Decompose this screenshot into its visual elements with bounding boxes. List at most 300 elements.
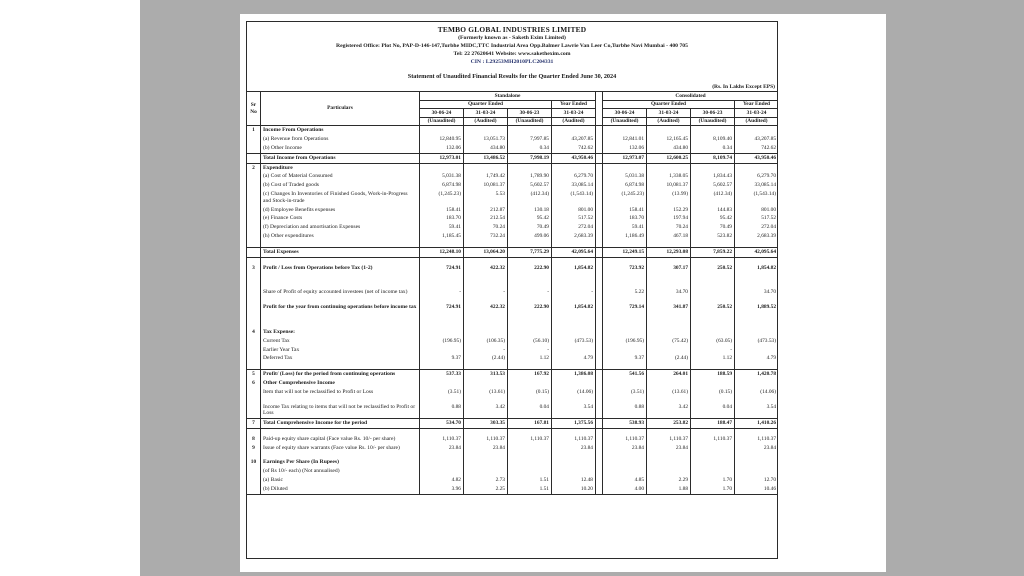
- document-border-box: [246, 21, 778, 559]
- standalone-value-cell: 434.80: [464, 144, 508, 153]
- standalone-value-cell: 158.41: [420, 206, 464, 215]
- standalone-value-cell: 534.70: [420, 419, 464, 429]
- particulars-cell: Other Comprehensive Income: [261, 379, 420, 388]
- standalone-value-cell: (3.51): [420, 388, 464, 397]
- standalone-value-cell: (0.15): [508, 388, 552, 397]
- standalone-value-cell: 1,789.90: [508, 172, 552, 181]
- standalone-value-cell: 3.54: [552, 403, 596, 419]
- consolidated-value-cell: 59.41: [603, 223, 647, 232]
- standalone-value-cell: -: [508, 346, 552, 355]
- standalone-value-cell: 167.81: [508, 419, 552, 429]
- consolidated-value-cell: [647, 272, 691, 285]
- table-row: [247, 485, 779, 494]
- gap-cell: [596, 337, 603, 346]
- standalone-value-cell: 10,081.37: [464, 181, 508, 190]
- table-row: [247, 388, 779, 397]
- standalone-value-cell: [508, 328, 552, 337]
- table-row: [247, 135, 779, 144]
- particulars-cell: (c) Changes In Inventories of Finished Goods, Work-in-Progress and Stock-in-trade: [261, 190, 420, 206]
- consolidated-value-cell: 1,410.26: [735, 419, 778, 429]
- consolidated-value-cell: 23.84: [603, 444, 647, 453]
- table-row: [247, 144, 779, 153]
- gap-cell: [596, 214, 603, 223]
- sr-no-cell: [247, 476, 261, 485]
- particulars-cell: Current Tax: [261, 337, 420, 346]
- sr-no-cell: 5: [247, 370, 261, 379]
- standalone-value-cell: 537.33: [420, 370, 464, 379]
- standalone-value-cell: -: [464, 285, 508, 300]
- standalone-value-cell: 1.51: [508, 485, 552, 494]
- standalone-value-cell: 23.84: [420, 444, 464, 453]
- standalone-value-cell: 13,051.73: [464, 135, 508, 144]
- standalone-value-cell: [464, 458, 508, 467]
- header-standalone: Standalone: [420, 92, 596, 101]
- consolidated-value-cell: 1.88: [647, 485, 691, 494]
- standalone-value-cell: 12,840.95: [420, 135, 464, 144]
- consolidated-value-cell: [691, 467, 735, 476]
- gap-cell: [596, 163, 603, 172]
- standalone-value-cell: [552, 126, 596, 135]
- standalone-value-cell: 1,110.37: [552, 435, 596, 444]
- particulars-cell: (a) Cost of Material Consumed: [261, 172, 420, 181]
- gap-cell: [596, 388, 603, 397]
- gap-cell: [596, 264, 603, 273]
- header-date: 30-06-23: [691, 109, 735, 118]
- consolidated-value-cell: [735, 272, 778, 285]
- consolidated-value-cell: [603, 458, 647, 467]
- consolidated-value-cell: 538.93: [603, 419, 647, 429]
- consolidated-value-cell: [691, 285, 735, 300]
- consolidated-value-cell: 1,110.37: [647, 435, 691, 444]
- consolidated-value-cell: 517.52: [735, 214, 778, 223]
- consolidated-value-cell: [735, 328, 778, 337]
- consolidated-value-cell: 6,874.98: [603, 181, 647, 190]
- standalone-value-cell: 499.06: [508, 232, 552, 241]
- standalone-value-cell: 13,486.52: [464, 153, 508, 163]
- standalone-value-cell: 6,874.98: [420, 181, 464, 190]
- standalone-value-cell: 12,248.10: [420, 247, 464, 257]
- standalone-value-cell: 12,973.01: [420, 153, 464, 163]
- standalone-value-cell: 132.06: [420, 144, 464, 153]
- standalone-value-cell: 42,095.64: [552, 247, 596, 257]
- particulars-cell: Total Expenses: [261, 247, 420, 257]
- gap-cell: [596, 467, 603, 476]
- consolidated-value-cell: 0.34: [691, 144, 735, 153]
- table-row: [247, 126, 779, 135]
- consolidated-value-cell: [691, 163, 735, 172]
- standalone-value-cell: [420, 315, 464, 328]
- standalone-value-cell: 272.04: [552, 223, 596, 232]
- consolidated-value-cell: (14.06): [735, 388, 778, 397]
- particulars-cell: (b) Diluted: [261, 485, 420, 494]
- header-sr-no: Sr No: [247, 92, 261, 126]
- consolidated-value-cell: 4.85: [603, 476, 647, 485]
- gap-cell: [596, 190, 603, 206]
- standalone-value-cell: [420, 379, 464, 388]
- standalone-value-cell: (14.06): [552, 388, 596, 397]
- header-year-ended-consolidated: Year Ended: [735, 100, 778, 109]
- standalone-value-cell: (56.10): [508, 337, 552, 346]
- consolidated-value-cell: 197.94: [647, 214, 691, 223]
- consolidated-value-cell: (3.51): [603, 388, 647, 397]
- consolidated-value-cell: 2,683.39: [735, 232, 778, 241]
- consolidated-value-cell: 43,950.46: [735, 153, 778, 163]
- table-row: [247, 444, 779, 453]
- standalone-value-cell: [552, 346, 596, 355]
- consolidated-value-cell: 801.00: [735, 206, 778, 215]
- consolidated-value-cell: (1,543.14): [735, 190, 778, 206]
- gap-cell: [596, 458, 603, 467]
- consolidated-value-cell: [735, 346, 778, 355]
- sr-no-cell: 10: [247, 458, 261, 467]
- particulars-cell: Expenditure: [261, 163, 420, 172]
- consolidated-value-cell: (412.34): [691, 190, 735, 206]
- sr-no-cell: [247, 247, 261, 257]
- sr-no-cell: [247, 354, 261, 363]
- standalone-value-cell: 0.34: [508, 144, 552, 153]
- sr-no-cell: [247, 272, 261, 285]
- standalone-value-cell: 43,950.46: [552, 153, 596, 163]
- header-date: 31-03-24: [735, 109, 778, 118]
- consolidated-value-cell: [735, 126, 778, 135]
- consolidated-value-cell: [735, 163, 778, 172]
- standalone-value-cell: 4.79: [552, 354, 596, 363]
- consolidated-value-cell: (13.99): [647, 190, 691, 206]
- standalone-value-cell: 732.24: [464, 232, 508, 241]
- standalone-value-cell: 3.96: [420, 485, 464, 494]
- particulars-cell: (b) Other Income: [261, 144, 420, 153]
- consolidated-value-cell: [735, 458, 778, 467]
- header-audit-status: (Audited): [464, 117, 508, 126]
- consolidated-value-cell: (2.44): [647, 354, 691, 363]
- particulars-cell: (b) Cost of Traded goods: [261, 181, 420, 190]
- standalone-value-cell: 12.48: [552, 476, 596, 485]
- registered-office: Registered Office: Plot No, PAP-D-146-147,Turbhe MIDC,TTC Industrial Area Opp.Balmer Lawrie Van Leer Co,Turbhe Navi Mumbai - 400 705: [336, 43, 688, 49]
- header-audit-status: (Unaudited): [420, 117, 464, 126]
- standalone-value-cell: [464, 163, 508, 172]
- consolidated-value-cell: 2.29: [647, 476, 691, 485]
- consolidated-value-cell: 4.00: [603, 485, 647, 494]
- table-row: [247, 370, 779, 379]
- sr-no-cell: [247, 144, 261, 153]
- consolidated-value-cell: 12,973.07: [603, 153, 647, 163]
- standalone-value-cell: 212.87: [464, 206, 508, 215]
- sr-no-cell: [247, 206, 261, 215]
- gap-cell: [596, 315, 603, 328]
- consolidated-value-cell: [691, 458, 735, 467]
- consolidated-value-cell: 12,249.15: [603, 247, 647, 257]
- standalone-value-cell: 1,185.45: [420, 232, 464, 241]
- consolidated-value-cell: 183.70: [603, 214, 647, 223]
- standalone-value-cell: [464, 272, 508, 285]
- standalone-value-cell: 517.52: [552, 214, 596, 223]
- consolidated-value-cell: 723.92: [603, 264, 647, 273]
- consolidated-value-cell: [603, 328, 647, 337]
- consolidated-value-cell: 6,279.70: [735, 172, 778, 181]
- header-audit-status: (Unaudited): [603, 117, 647, 126]
- consolidated-value-cell: 1,834.43: [691, 172, 735, 181]
- gap-cell: [596, 181, 603, 190]
- standalone-value-cell: 1.51: [508, 476, 552, 485]
- header-gap: [596, 92, 603, 126]
- standalone-value-cell: 1,375.56: [552, 419, 596, 429]
- consolidated-value-cell: 33,085.14: [735, 181, 778, 190]
- gap-cell: [596, 247, 603, 257]
- consolidated-value-cell: [647, 458, 691, 467]
- sr-no-cell: [247, 223, 261, 232]
- table-row: [247, 467, 779, 476]
- gap-cell: [596, 379, 603, 388]
- standalone-value-cell: [464, 328, 508, 337]
- table-row: [247, 476, 779, 485]
- header-audit-status: (Unaudited): [508, 117, 552, 126]
- standalone-value-cell: [420, 163, 464, 172]
- consolidated-value-cell: 10.46: [735, 485, 778, 494]
- consolidated-value-cell: 1,889.52: [735, 300, 778, 315]
- table-row: [247, 285, 779, 300]
- consolidated-value-cell: 253.82: [647, 419, 691, 429]
- header-date: 31-03-24: [647, 109, 691, 118]
- consolidated-value-cell: [647, 328, 691, 337]
- standalone-value-cell: 7,997.85: [508, 135, 552, 144]
- standalone-value-cell: 801.00: [552, 206, 596, 215]
- standalone-value-cell: [464, 467, 508, 476]
- standalone-value-cell: 3.42: [464, 403, 508, 419]
- consolidated-value-cell: 5,031.38: [603, 172, 647, 181]
- sr-no-cell: [247, 346, 261, 355]
- consolidated-value-cell: 42,095.64: [735, 247, 778, 257]
- standalone-value-cell: 2,683.39: [552, 232, 596, 241]
- gap-cell: [596, 300, 603, 315]
- consolidated-value-cell: 272.04: [735, 223, 778, 232]
- standalone-value-cell: (196.95): [420, 337, 464, 346]
- consolidated-value-cell: 729.14: [603, 300, 647, 315]
- consolidated-value-cell: 250.52: [691, 264, 735, 273]
- gap-cell: [596, 272, 603, 285]
- consolidated-value-cell: [647, 315, 691, 328]
- standalone-value-cell: [552, 467, 596, 476]
- sr-no-cell: [247, 214, 261, 223]
- consolidated-value-cell: 1.70: [691, 485, 735, 494]
- consolidated-value-cell: 434.80: [647, 144, 691, 153]
- sr-no-cell: [247, 153, 261, 163]
- consolidated-value-cell: 34.70: [647, 285, 691, 300]
- gap-cell: [596, 223, 603, 232]
- particulars-cell: Issue of equity share warrants (Face value Rs. 10/- per share): [261, 444, 420, 453]
- consolidated-value-cell: [735, 315, 778, 328]
- consolidated-value-cell: 10,081.37: [647, 181, 691, 190]
- sr-no-cell: 8: [247, 435, 261, 444]
- sr-no-cell: 6: [247, 379, 261, 388]
- particulars-cell: (e) Finance Costs: [261, 214, 420, 223]
- gap-cell: [596, 485, 603, 494]
- document-header: [247, 22, 777, 81]
- standalone-value-cell: [420, 272, 464, 285]
- standalone-value-cell: [508, 126, 552, 135]
- consolidated-value-cell: 1,420.78: [735, 370, 778, 379]
- sr-no-cell: 9: [247, 444, 261, 453]
- standalone-value-cell: [464, 379, 508, 388]
- sr-no-cell: [247, 181, 261, 190]
- consolidated-value-cell: 12,293.08: [647, 247, 691, 257]
- particulars-cell: (a) Revenue from Operations: [261, 135, 420, 144]
- consolidated-value-cell: [603, 379, 647, 388]
- standalone-value-cell: 95.42: [508, 214, 552, 223]
- table-row: [247, 181, 779, 190]
- particulars-cell: [261, 315, 420, 328]
- consolidated-value-cell: [647, 467, 691, 476]
- table-row: [247, 172, 779, 181]
- consolidated-value-cell: [603, 346, 647, 355]
- consolidated-value-cell: [647, 346, 691, 355]
- standalone-value-cell: 183.70: [420, 214, 464, 223]
- standalone-value-cell: 1.12: [508, 354, 552, 363]
- consolidated-value-cell: 523.82: [691, 232, 735, 241]
- header-quarter-ended-standalone: Quarter Ended: [420, 100, 552, 109]
- sr-no-cell: [247, 135, 261, 144]
- standalone-value-cell: [420, 346, 464, 355]
- consolidated-value-cell: 23.84: [735, 444, 778, 453]
- standalone-value-cell: 1,110.37: [464, 435, 508, 444]
- sr-no-cell: [247, 232, 261, 241]
- standalone-value-cell: 1,749.42: [464, 172, 508, 181]
- sr-no-cell: [247, 315, 261, 328]
- standalone-value-cell: [552, 163, 596, 172]
- standalone-value-cell: 1,386.08: [552, 370, 596, 379]
- particulars-cell: Paid-up equity share capital (Face value Rs. 10/- per share): [261, 435, 420, 444]
- financial-results-table: [246, 91, 778, 495]
- gap-cell: [596, 476, 603, 485]
- consolidated-value-cell: 95.42: [691, 214, 735, 223]
- sr-no-cell: [247, 337, 261, 346]
- particulars-cell: Item that will not be reclassified to Profit or Loss: [261, 388, 420, 397]
- consolidated-value-cell: 12,600.25: [647, 153, 691, 163]
- standalone-value-cell: 422.32: [464, 300, 508, 315]
- contact-line: Tel: 22 27620641 Website: www.sakethexim.com: [453, 51, 571, 57]
- particulars-cell: Profit / Loss from Operations before Tax (1-2): [261, 264, 420, 273]
- particulars-cell: Share of Profit of equity accounted investees (net of income tax): [261, 285, 420, 300]
- standalone-value-cell: [464, 315, 508, 328]
- particulars-cell: Profit for the year from continuing operations before income tax: [261, 300, 420, 315]
- particulars-cell: (f) Depreciation and amortisation Expenses: [261, 223, 420, 232]
- consolidated-value-cell: 12.70: [735, 476, 778, 485]
- consolidated-value-cell: 1,110.37: [735, 435, 778, 444]
- standalone-value-cell: [552, 272, 596, 285]
- standalone-value-cell: 0.88: [420, 403, 464, 419]
- consolidated-value-cell: -: [691, 346, 735, 355]
- sr-no-cell: [247, 285, 261, 300]
- company-name: TEMBO GLOBAL INDUSTRIES LIMITED: [437, 25, 587, 34]
- standalone-value-cell: [508, 444, 552, 453]
- standalone-value-cell: [508, 163, 552, 172]
- spacer-row: [247, 272, 779, 285]
- consolidated-value-cell: (473.53): [735, 337, 778, 346]
- sr-no-cell: 4: [247, 328, 261, 337]
- gap-cell: [596, 172, 603, 181]
- particulars-cell: Total Comprehensive Income for the period: [261, 419, 420, 429]
- particulars-cell: Earnings Per Share (In Rupees): [261, 458, 420, 467]
- consolidated-value-cell: (1,245.23): [603, 190, 647, 206]
- standalone-value-cell: [420, 458, 464, 467]
- particulars-cell: Earlier Year Tax: [261, 346, 420, 355]
- header-date: 31-03-24: [464, 109, 508, 118]
- spacer-row: [247, 315, 779, 328]
- consolidated-value-cell: 3.54: [735, 403, 778, 419]
- consolidated-value-cell: 1,854.82: [735, 264, 778, 273]
- consolidated-value-cell: 132.06: [603, 144, 647, 153]
- particulars-cell: Total Income from Operations: [261, 153, 420, 163]
- consolidated-value-cell: 5.22: [603, 285, 647, 300]
- standalone-value-cell: 23.84: [552, 444, 596, 453]
- particulars-cell: Income From Operations: [261, 126, 420, 135]
- standalone-value-cell: [508, 315, 552, 328]
- consolidated-value-cell: 3.42: [647, 403, 691, 419]
- standalone-value-cell: [420, 328, 464, 337]
- standalone-value-cell: (1,245.23): [420, 190, 464, 206]
- standalone-value-cell: (2.44): [464, 354, 508, 363]
- gap-cell: [596, 135, 603, 144]
- gap-cell: [596, 206, 603, 215]
- cin-line: CIN : L29253MH2010PLC204331: [470, 59, 554, 65]
- sr-no-cell: 7: [247, 419, 261, 429]
- table-row: [247, 232, 779, 241]
- consolidated-value-cell: [691, 379, 735, 388]
- consolidated-value-cell: 307.17: [647, 264, 691, 273]
- consolidated-value-cell: (0.15): [691, 388, 735, 397]
- standalone-value-cell: 23.84: [464, 444, 508, 453]
- particulars-cell: Tax Expense:: [261, 328, 420, 337]
- table-row: [247, 300, 779, 315]
- consolidated-value-cell: 1,338.05: [647, 172, 691, 181]
- table-row: [247, 403, 779, 419]
- consolidated-value-cell: 0.88: [603, 403, 647, 419]
- gap-cell: [596, 354, 603, 363]
- standalone-value-cell: (473.53): [552, 337, 596, 346]
- consolidated-value-cell: (75.42): [647, 337, 691, 346]
- standalone-value-cell: 2.73: [464, 476, 508, 485]
- consolidated-value-cell: 1,110.37: [603, 435, 647, 444]
- results-tbody: [247, 126, 779, 494]
- consolidated-value-cell: [691, 272, 735, 285]
- consolidated-value-cell: 23.84: [647, 444, 691, 453]
- consolidated-value-cell: 4.79: [735, 354, 778, 363]
- table-row: [247, 379, 779, 388]
- standalone-value-cell: 5.53: [464, 190, 508, 206]
- consolidated-value-cell: [603, 126, 647, 135]
- header-audit-status: (Audited): [735, 117, 778, 126]
- standalone-value-cell: 1,110.37: [508, 435, 552, 444]
- standalone-value-cell: [552, 458, 596, 467]
- consolidated-value-cell: 0.04: [691, 403, 735, 419]
- standalone-value-cell: 5,602.57: [508, 181, 552, 190]
- consolidated-value-cell: 1.70: [691, 476, 735, 485]
- standalone-value-cell: 6,279.70: [552, 172, 596, 181]
- table-row: [247, 435, 779, 444]
- standalone-value-cell: 724.91: [420, 300, 464, 315]
- consolidated-value-cell: 152.29: [647, 206, 691, 215]
- header-date: 30-06-23: [508, 109, 552, 118]
- particulars-cell: Income Tax relating to items that will not be reclassified to Profit or Loss: [261, 403, 420, 419]
- standalone-value-cell: 0.04: [508, 403, 552, 419]
- consolidated-value-cell: 5,602.57: [691, 181, 735, 190]
- table-row: [247, 206, 779, 215]
- gap-cell: [596, 144, 603, 153]
- consolidated-value-cell: 8,109.74: [691, 153, 735, 163]
- standalone-value-cell: 1,110.37: [420, 435, 464, 444]
- standalone-value-cell: 724.91: [420, 264, 464, 273]
- standalone-value-cell: [420, 467, 464, 476]
- standalone-value-cell: 422.32: [464, 264, 508, 273]
